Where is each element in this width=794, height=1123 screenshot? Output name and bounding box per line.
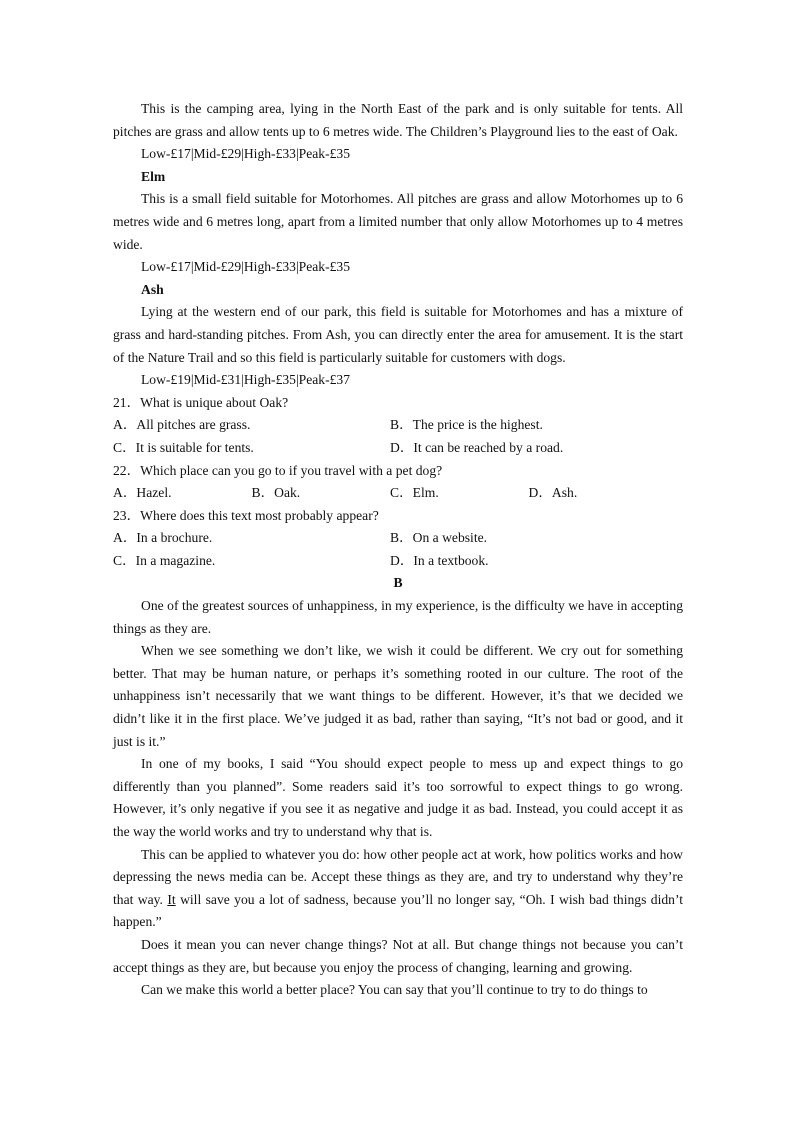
question-21-option-c: C．It is suitable for tents. bbox=[113, 439, 254, 455]
question-21-options-row-2 bbox=[113, 437, 683, 460]
question-21-option-a: A．All pitches are grass. bbox=[113, 417, 251, 433]
passage-b-paragraph-6: Can we make this world a better place? You can say that you’ll continue to try to do things to bbox=[141, 982, 648, 998]
question-22-stem: 22．Which place can you go to if you travel with a pet dog? bbox=[113, 462, 443, 478]
question-23-options-row-1 bbox=[113, 527, 683, 550]
oak-prices: Low-£17|Mid-£29|High-£33|Peak-£35 bbox=[141, 146, 351, 162]
elm-prices: Low-£17|Mid-£29|High-£33|Peak-£35 bbox=[141, 259, 351, 275]
paragraph-4-text-start: This can be applied to whatever you do: how other people act at work, how politics works and how depressing the news media can be. Accept these things as they are, and try to understand why they’re that way. bbox=[113, 846, 683, 907]
passage-b-paragraph-4 bbox=[113, 844, 683, 934]
question-22-option-b: B．Oak. bbox=[251, 485, 301, 501]
question-21-option-d: D．It can be reached by a road. bbox=[390, 439, 564, 455]
ash-heading: Ash bbox=[141, 281, 164, 297]
document-content bbox=[113, 98, 683, 1002]
question-23-option-a: A．In a brochure. bbox=[113, 530, 213, 546]
question-22-options-row bbox=[113, 482, 683, 505]
question-23-option-d: D．In a textbook. bbox=[390, 552, 489, 568]
question-23-options-row-2 bbox=[113, 550, 683, 573]
question-22-option-a: A．Hazel. bbox=[113, 485, 172, 501]
question-21-options-row-1 bbox=[113, 414, 683, 437]
question-23-stem: 23．Where does this text most probably appear? bbox=[113, 507, 379, 523]
passage-b-paragraph-5: Does it mean you can never change things? Not at all. But change things not because you can’t accept things as they are, but because you enjoy the process of changing, learning and growing. bbox=[113, 936, 683, 975]
question-22-option-d: D．Ash. bbox=[528, 485, 578, 501]
paragraph-4-text-end: will save you a lot of sadness, because you’ll no longer say, “Oh. I wish bad things didn’t happen.” bbox=[113, 891, 684, 930]
passage-b-paragraph-2: When we see something we don’t like, we wish it could be different. We cry out for something better. That may be human nature, or perhaps it’s something rooted in our culture. The root of the unhappiness isn’t necessarily that we want things to be different. However, it’s that we decided we didn’t like it in the first place. We’ve judged it as bad, rather than saying, “It’s not bad or good, and it just is it.” bbox=[113, 643, 683, 749]
elm-description: This is a small field suitable for Motorhomes. All pitches are grass and allow Motorhomes up to 6 metres wide and 6 metres long, apart from a limited number that only allow Motorhomes up to 4 metres wide. bbox=[113, 191, 683, 252]
oak-description: This is the camping area, lying in the North East of the park and is only suitable for tents. All pitches are grass and allow tents up to 6 metres wide. The Children’s Playground lies to the east of Oak. bbox=[113, 101, 683, 139]
ash-description: Lying at the western end of our park, this field is suitable for Motorhomes and has a mixture of grass and hard-standing pitches. From Ash, you can directly enter the area for amusement. It is the start of the Nature Trail and so this field is particularly suitable for customers with dogs. bbox=[113, 304, 683, 365]
underlined-word-it: It bbox=[167, 891, 176, 907]
question-23-option-b: B．On a website. bbox=[390, 530, 488, 546]
question-21-option-b: B．The price is the highest. bbox=[390, 417, 543, 433]
passage-b-paragraph-3: In one of my books, I said “You should expect people to mess up and expect things to go differently than you planned”. Some readers said it’s too sorrowful to expect things to go wrong. However, it’s only negative if you see it as negative and judge it as bad. Instead, you could accept it as the way the world works and try to understand why that is. bbox=[113, 756, 683, 839]
question-23-option-c: C．In a magazine. bbox=[113, 552, 216, 568]
elm-heading: Elm bbox=[141, 168, 166, 184]
question-22-option-c: C．Elm. bbox=[390, 485, 439, 501]
passage-b-paragraph-1: One of the greatest sources of unhappiness, in my experience, is the difficulty we have in accepting things as they are. bbox=[113, 598, 683, 636]
ash-prices: Low-£19|Mid-£31|High-£35|Peak-£37 bbox=[141, 372, 351, 388]
question-21-stem: 21．What is unique about Oak? bbox=[113, 394, 289, 410]
passage-b-heading: B bbox=[393, 575, 403, 591]
